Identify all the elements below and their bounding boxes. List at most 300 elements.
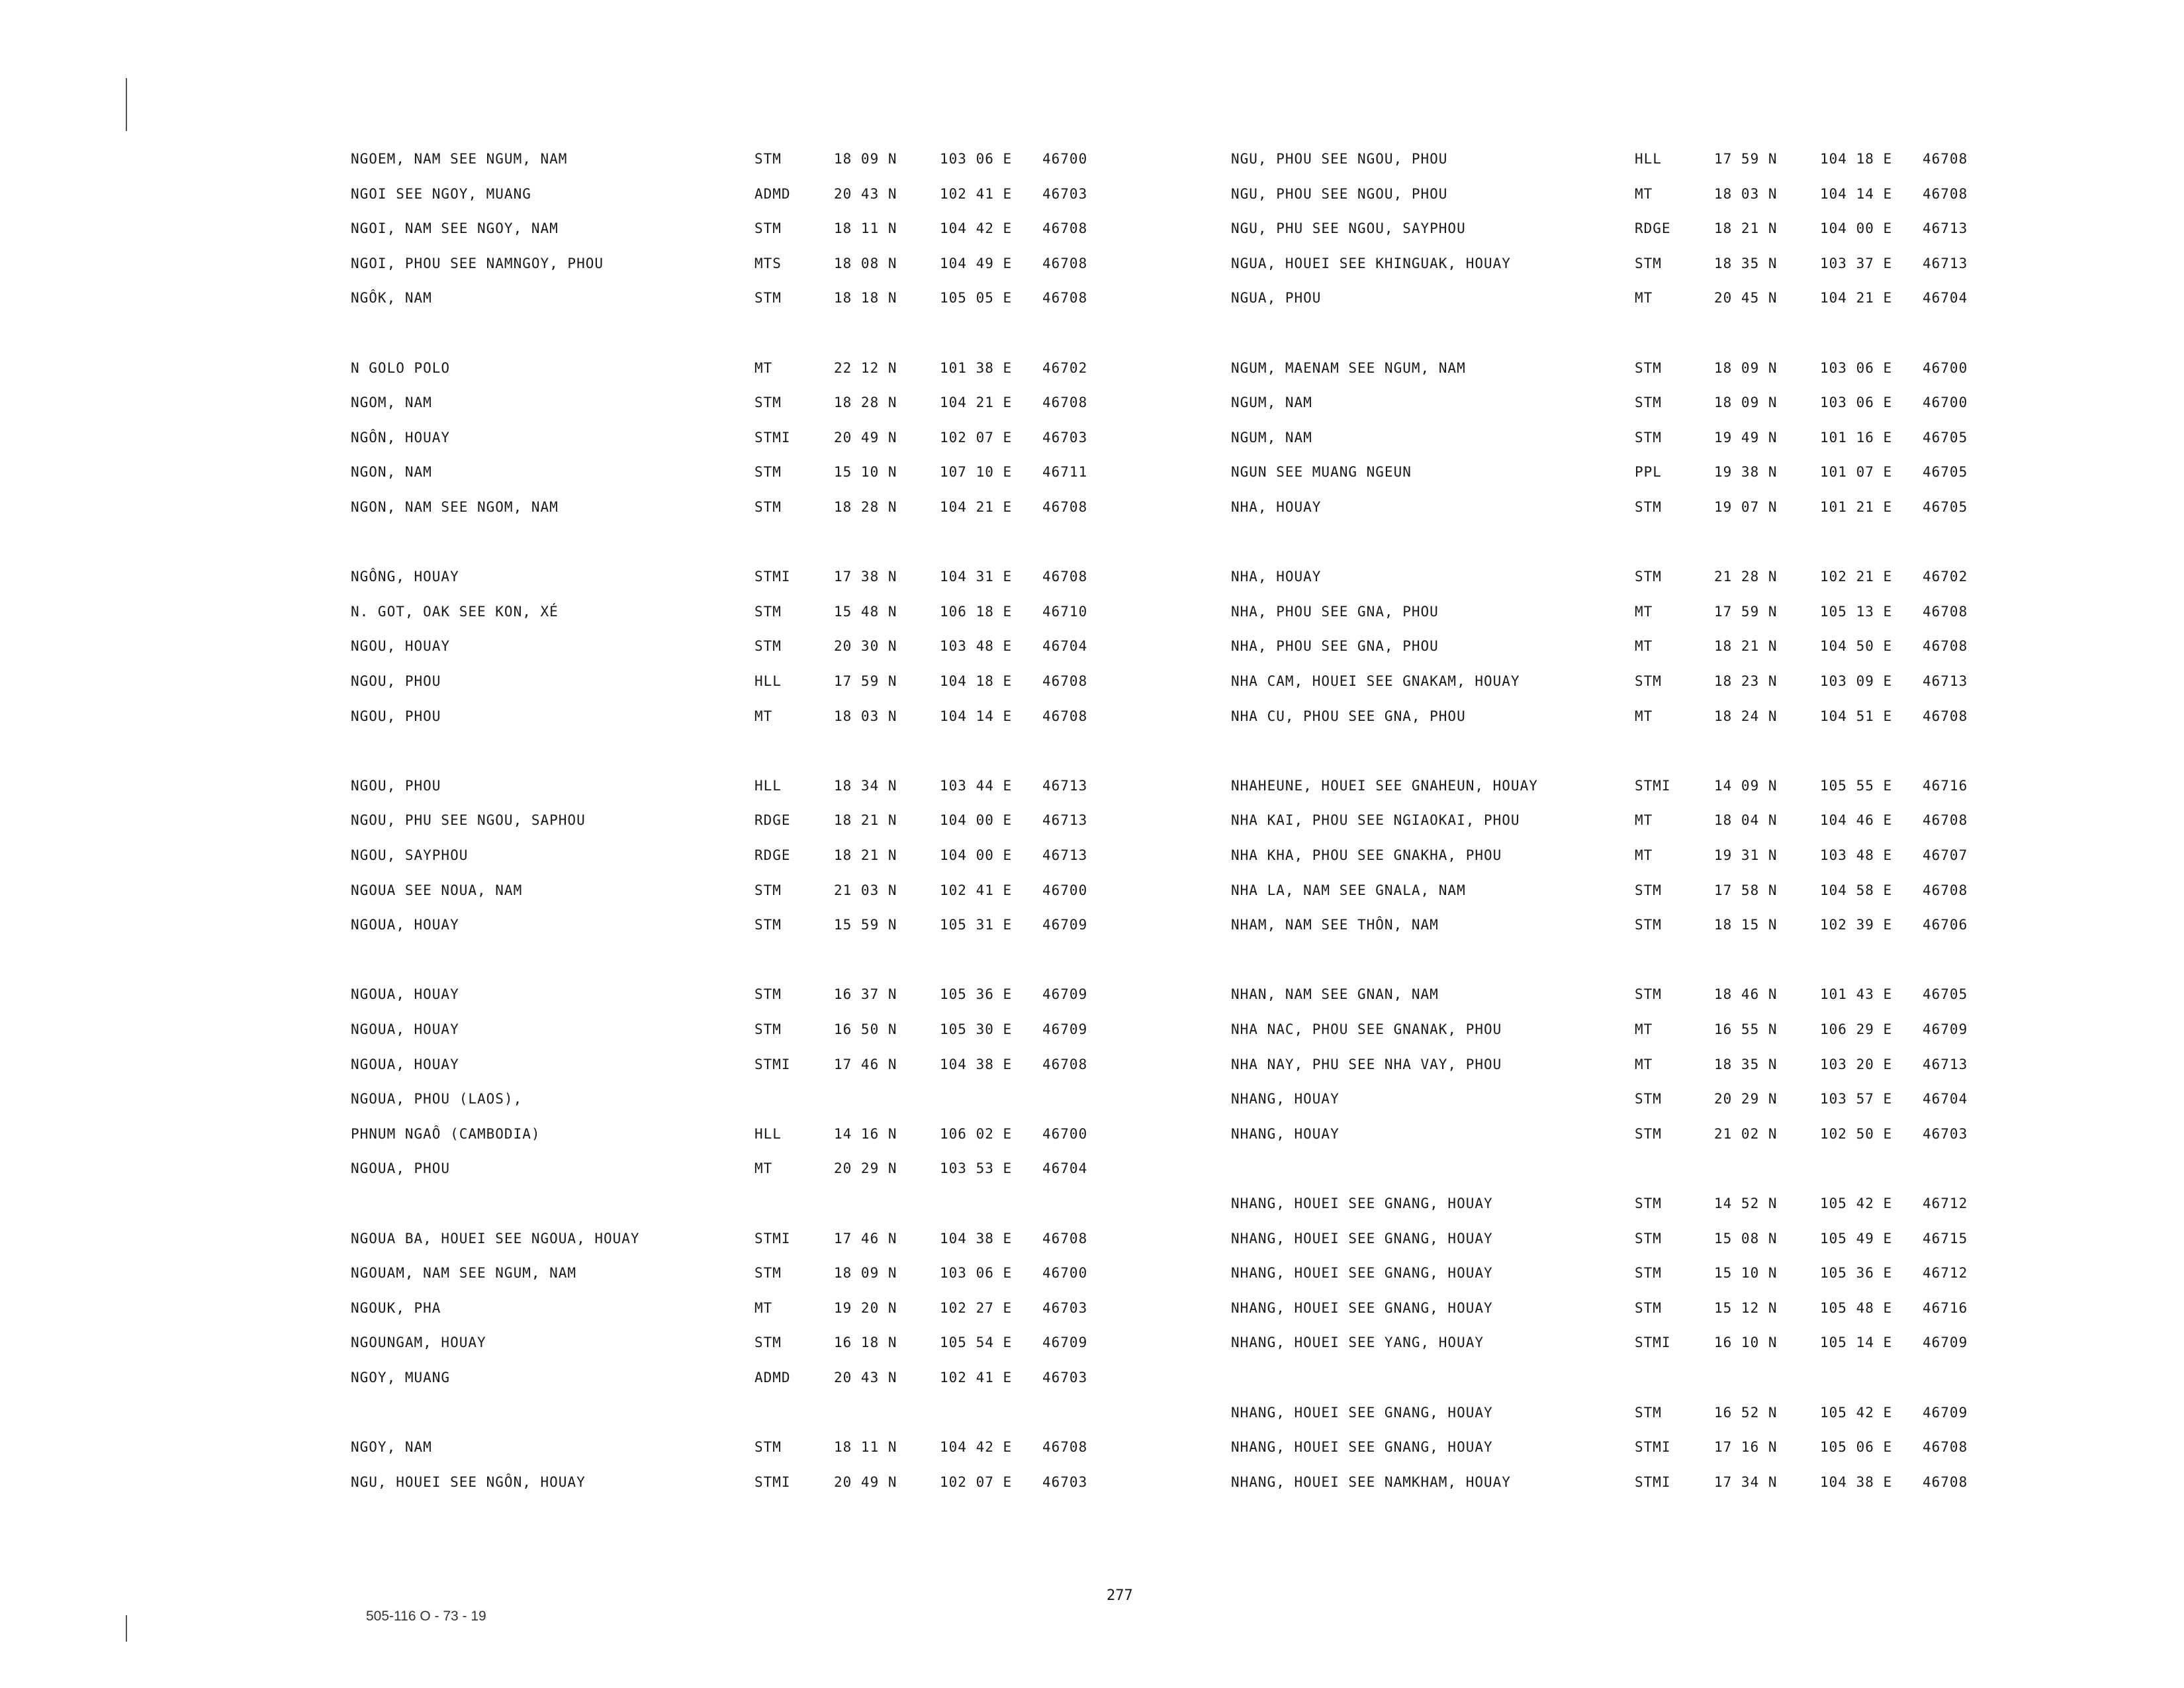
entry-name: NGOU, PHOU — [351, 708, 441, 724]
entry-longitude: 104 46 E — [1820, 812, 1893, 829]
entry-name: NHANG, HOUEI SEE GNANG, HOUAY — [1231, 1439, 1493, 1456]
entry-name: NHA KHA, PHOU SEE GNAKHA, PHOU — [1231, 847, 1502, 863]
entry-designation: STM — [1635, 395, 1662, 411]
entry-sheet-number: 46716 — [1923, 1299, 1968, 1316]
entry-sheet-number: 46715 — [1923, 1230, 1968, 1246]
entry-longitude: 104 00 E — [940, 812, 1013, 829]
entry-name: NHA, HOUAY — [1231, 569, 1322, 585]
entry-longitude: 104 50 E — [1820, 638, 1893, 655]
entry-longitude: 102 07 E — [940, 1474, 1013, 1490]
entry-latitude: 16 55 N — [1714, 1021, 1778, 1037]
entry-sheet-number: 46708 — [1042, 569, 1088, 585]
entry-sheet-number: 46709 — [1042, 917, 1088, 933]
entry-longitude: 102 41 E — [940, 882, 1013, 898]
entry-name: NHA LA, NAM SEE GNALA, NAM — [1231, 882, 1466, 898]
entry-latitude: 21 02 N — [1714, 1125, 1778, 1142]
entry-longitude: 104 21 E — [940, 499, 1013, 515]
entry-name: NHANG, HOUEI SEE NAMKHAM, HOUAY — [1231, 1474, 1511, 1490]
entry-designation: STM — [1635, 1196, 1662, 1211]
entry-latitude: 18 28 N — [834, 395, 897, 411]
entry-longitude: 105 31 E — [940, 917, 1013, 933]
entry-sheet-number: 46703 — [1042, 1370, 1088, 1385]
entry-name: NHA KAI, PHOU SEE NGIAOKAI, PHOU — [1231, 812, 1520, 829]
entry-latitude: 19 49 N — [1714, 429, 1778, 445]
entry-latitude: 18 34 N — [834, 777, 897, 794]
binding-margin-line — [126, 78, 127, 131]
entry-longitude: 102 50 E — [1820, 1125, 1893, 1142]
entry-name: NHANG, HOUAY — [1231, 1091, 1340, 1107]
entry-name: NGOUA BA, HOUEI SEE NGOUA, HOUAY — [351, 1230, 640, 1246]
entry-latitude: 16 18 N — [834, 1335, 897, 1351]
entry-name: NGOY, MUANG — [351, 1370, 451, 1385]
entry-latitude: 17 38 N — [834, 569, 897, 585]
entry-sheet-number: 46708 — [1042, 499, 1088, 515]
entry-name: NGU, PHOU SEE NGOU, PHOU — [1231, 185, 1448, 202]
entry-longitude: 103 37 E — [1820, 255, 1893, 271]
entry-latitude: 18 11 N — [834, 220, 897, 237]
entry-sheet-number: 46713 — [1042, 777, 1088, 794]
entry-latitude: 18 21 N — [1714, 220, 1778, 237]
entry-name: NGOU, SAYPHOU — [351, 847, 469, 863]
entry-latitude: 20 49 N — [834, 1474, 897, 1490]
entry-sheet-number: 46705 — [1923, 986, 1968, 1003]
entry-latitude: 16 50 N — [834, 1021, 897, 1037]
entry-sheet-number: 46708 — [1042, 255, 1088, 271]
entry-sheet-number: 46709 — [1923, 1404, 1968, 1421]
entry-designation: RDGE — [754, 812, 791, 829]
entry-designation: ADMD — [754, 1370, 791, 1385]
entry-longitude: 104 18 E — [940, 673, 1013, 689]
entry-designation: STM — [754, 1021, 782, 1037]
page-number: 277 — [1107, 1587, 1133, 1604]
entry-longitude: 103 09 E — [1820, 673, 1893, 689]
entry-designation: STM — [754, 638, 782, 655]
entry-longitude: 105 05 E — [940, 290, 1013, 306]
entry-sheet-number: 46700 — [1923, 395, 1968, 411]
entry-longitude: 105 49 E — [1820, 1230, 1893, 1246]
entry-name: NGUM, NAM — [1231, 395, 1312, 411]
entry-designation: HLL — [1635, 151, 1662, 167]
entry-sheet-number: 46707 — [1923, 847, 1968, 863]
entry-longitude: 105 54 E — [940, 1335, 1013, 1351]
entry-designation: MT — [754, 1160, 773, 1177]
entry-latitude: 17 46 N — [834, 1056, 897, 1072]
entry-sheet-number: 46700 — [1042, 882, 1088, 898]
entry-latitude: 18 09 N — [834, 151, 897, 167]
entry-longitude: 101 07 E — [1820, 464, 1893, 481]
entry-name: NGOUA, PHOU (LAOS), — [351, 1091, 523, 1107]
entry-designation: STM — [1635, 917, 1662, 933]
entry-designation: STM — [1635, 1230, 1662, 1246]
entry-latitude: 18 35 N — [1714, 1056, 1778, 1072]
entry-designation: STM — [1635, 429, 1662, 445]
entry-designation: STMI — [754, 1056, 791, 1072]
entry-sheet-number: 46700 — [1042, 1265, 1088, 1282]
entry-latitude: 19 38 N — [1714, 464, 1778, 481]
entry-designation: STM — [1635, 1404, 1662, 1421]
entry-latitude: 18 09 N — [1714, 359, 1778, 376]
entry-sheet-number: 46700 — [1042, 1125, 1088, 1142]
entry-name: NHANG, HOUEI SEE YANG, HOUAY — [1231, 1335, 1484, 1351]
entry-name: NGOUNGAM, HOUAY — [351, 1335, 486, 1351]
entry-sheet-number: 46708 — [1923, 185, 1968, 202]
entry-designation: ADMD — [754, 185, 791, 202]
entry-designation: MT — [754, 708, 773, 724]
entry-sheet-number: 46700 — [1923, 359, 1968, 376]
entry-latitude: 17 59 N — [1714, 603, 1778, 620]
entry-name: NGUM, NAM — [1231, 429, 1312, 445]
entry-sheet-number: 46705 — [1923, 464, 1968, 481]
entry-designation: STMI — [754, 1230, 791, 1246]
entry-designation: MT — [1635, 1056, 1653, 1072]
entry-designation: STM — [754, 1265, 782, 1282]
entry-longitude: 104 18 E — [1820, 151, 1893, 167]
entry-name: NGOEM, NAM SEE NGUM, NAM — [351, 151, 568, 167]
entry-sheet-number: 46713 — [1042, 847, 1088, 863]
entry-latitude: 18 09 N — [1714, 395, 1778, 411]
entry-latitude: 18 21 N — [1714, 638, 1778, 655]
entry-name: NGOUA SEE NOUA, NAM — [351, 882, 523, 898]
entry-latitude: 18 46 N — [1714, 986, 1778, 1003]
entry-name: NGOY, NAM — [351, 1439, 432, 1456]
entry-designation: STM — [1635, 359, 1662, 376]
entry-name: NGOU, PHOU — [351, 777, 441, 794]
entry-designation: MT — [1635, 1021, 1653, 1037]
entry-sheet-number: 46708 — [1923, 1474, 1968, 1490]
entry-longitude: 106 02 E — [940, 1125, 1013, 1142]
entry-longitude: 104 38 E — [940, 1230, 1013, 1246]
entry-sheet-number: 46716 — [1923, 777, 1968, 794]
entry-latitude: 15 12 N — [1714, 1299, 1778, 1316]
entry-longitude: 101 21 E — [1820, 499, 1893, 515]
entry-name: NGOUA, HOUAY — [351, 1056, 459, 1072]
entry-name: NGOUA, HOUAY — [351, 1021, 459, 1037]
entry-latitude: 18 24 N — [1714, 708, 1778, 724]
entry-longitude: 104 00 E — [1820, 220, 1893, 237]
entry-designation: STMI — [754, 429, 791, 445]
entry-designation: STM — [754, 395, 782, 411]
entry-name: NGÔNG, HOUAY — [351, 569, 459, 585]
entry-designation: STM — [1635, 1091, 1662, 1107]
entry-longitude: 103 06 E — [940, 151, 1013, 167]
entry-sheet-number: 46704 — [1923, 290, 1968, 306]
entry-sheet-number: 46712 — [1923, 1265, 1968, 1282]
entry-sheet-number: 46705 — [1923, 499, 1968, 515]
entry-designation: STM — [1635, 1125, 1662, 1142]
entry-latitude: 15 10 N — [1714, 1265, 1778, 1282]
entry-name: NGÔN, HOUAY — [351, 429, 451, 445]
entry-name: NGU, PHOU SEE NGOU, PHOU — [1231, 151, 1448, 167]
entry-sheet-number: 46708 — [1923, 638, 1968, 655]
entry-longitude: 105 36 E — [1820, 1265, 1893, 1282]
entry-latitude: 20 43 N — [834, 185, 897, 202]
entry-longitude: 102 21 E — [1820, 569, 1893, 585]
entry-name: NHA NAC, PHOU SEE GNANAK, PHOU — [1231, 1021, 1502, 1037]
entry-longitude: 104 14 E — [940, 708, 1013, 724]
entry-longitude: 102 41 E — [940, 185, 1013, 202]
entry-designation: STMI — [1635, 1474, 1671, 1490]
entry-designation: MT — [1635, 847, 1653, 863]
entry-sheet-number: 46709 — [1923, 1335, 1968, 1351]
entry-designation: MT — [1635, 603, 1653, 620]
entry-latitude: 20 45 N — [1714, 290, 1778, 306]
entry-sheet-number: 46703 — [1042, 185, 1088, 202]
entry-sheet-number: 46708 — [1042, 395, 1088, 411]
entry-sheet-number: 46713 — [1923, 220, 1968, 237]
entry-sheet-number: 46703 — [1042, 1299, 1088, 1316]
entry-designation: STM — [1635, 882, 1662, 898]
entry-longitude: 104 31 E — [940, 569, 1013, 585]
entry-name: NGOM, NAM — [351, 395, 432, 411]
entry-longitude: 107 10 E — [940, 464, 1013, 481]
entry-sheet-number: 46702 — [1042, 359, 1088, 376]
entry-sheet-number: 46708 — [1042, 290, 1088, 306]
entry-designation: STMI — [1635, 1335, 1671, 1351]
entry-designation: MT — [754, 1299, 773, 1316]
entry-designation: MT — [1635, 185, 1653, 202]
entry-longitude: 105 55 E — [1820, 777, 1893, 794]
entry-name: NGUA, HOUEI SEE KHINGUAK, HOUAY — [1231, 255, 1511, 271]
entry-sheet-number: 46708 — [1923, 1439, 1968, 1456]
entry-longitude: 101 43 E — [1820, 986, 1893, 1003]
entry-name: NHA NAY, PHU SEE NHA VAY, PHOU — [1231, 1056, 1502, 1072]
entry-latitude: 17 34 N — [1714, 1474, 1778, 1490]
entry-designation: STMI — [754, 1474, 791, 1490]
entry-name: NGON, NAM SEE NGOM, NAM — [351, 499, 559, 515]
entry-latitude: 20 29 N — [1714, 1091, 1778, 1107]
entry-latitude: 18 21 N — [834, 812, 897, 829]
entry-longitude: 104 58 E — [1820, 882, 1893, 898]
entry-longitude: 102 27 E — [940, 1299, 1013, 1316]
entry-sheet-number: 46713 — [1923, 673, 1968, 689]
entry-name: NGU, HOUEI SEE NGÔN, HOUAY — [351, 1474, 586, 1490]
entry-name: NHA, PHOU SEE GNA, PHOU — [1231, 603, 1439, 620]
entry-longitude: 103 06 E — [1820, 359, 1893, 376]
entry-designation: RDGE — [754, 847, 791, 863]
entry-longitude: 103 48 E — [940, 638, 1013, 655]
entry-designation: RDGE — [1635, 220, 1671, 237]
entry-longitude: 103 57 E — [1820, 1091, 1893, 1107]
entry-name: NHA, HOUAY — [1231, 499, 1322, 515]
entry-designation: HLL — [754, 777, 782, 794]
entry-latitude: 17 59 N — [1714, 151, 1778, 167]
entry-sheet-number: 46713 — [1923, 1056, 1968, 1072]
entry-designation: STM — [754, 290, 782, 306]
entry-designation: MT — [1635, 638, 1653, 655]
entry-sheet-number: 46703 — [1042, 429, 1088, 445]
entry-designation: STM — [1635, 986, 1662, 1003]
entry-designation: MT — [754, 359, 773, 376]
entry-latitude: 18 21 N — [834, 847, 897, 863]
entry-name: NHANG, HOUEI SEE GNANG, HOUAY — [1231, 1196, 1493, 1211]
entry-sheet-number: 46704 — [1042, 638, 1088, 655]
entry-sheet-number: 46712 — [1923, 1196, 1968, 1211]
entry-sheet-number: 46709 — [1923, 1021, 1968, 1037]
entry-name: NGUN SEE MUANG NGEUN — [1231, 464, 1412, 481]
entry-latitude: 14 09 N — [1714, 777, 1778, 794]
entry-sheet-number: 46705 — [1923, 429, 1968, 445]
entry-longitude: 105 42 E — [1820, 1404, 1893, 1421]
entry-designation: STM — [754, 603, 782, 620]
entry-latitude: 17 46 N — [834, 1230, 897, 1246]
entry-latitude: 18 11 N — [834, 1439, 897, 1456]
entry-designation: STM — [1635, 569, 1662, 585]
entry-latitude: 14 52 N — [1714, 1196, 1778, 1211]
entry-sheet-number: 46710 — [1042, 603, 1088, 620]
entry-name: NHAM, NAM SEE THÔN, NAM — [1231, 917, 1439, 933]
entry-name: NHA CU, PHOU SEE GNA, PHOU — [1231, 708, 1466, 724]
entry-latitude: 18 04 N — [1714, 812, 1778, 829]
entry-sheet-number: 46708 — [1923, 812, 1968, 829]
entry-designation: STM — [754, 1335, 782, 1351]
entry-name: NHANG, HOUAY — [1231, 1125, 1340, 1142]
entry-sheet-number: 46709 — [1042, 986, 1088, 1003]
entry-name: NHAN, NAM SEE GNAN, NAM — [1231, 986, 1439, 1003]
entry-designation: STM — [754, 917, 782, 933]
entry-name: NHA CAM, HOUEI SEE GNAKAM, HOUAY — [1231, 673, 1520, 689]
entry-designation: MT — [1635, 812, 1653, 829]
entry-sheet-number: 46708 — [1042, 708, 1088, 724]
entry-name: N GOLO POLO — [351, 359, 451, 376]
entry-latitude: 19 20 N — [834, 1299, 897, 1316]
entry-sheet-number: 46706 — [1923, 917, 1968, 933]
entry-designation: STM — [754, 151, 782, 167]
entry-latitude: 22 12 N — [834, 359, 897, 376]
entry-name: NGOI SEE NGOY, MUANG — [351, 185, 531, 202]
entry-longitude: 106 18 E — [940, 603, 1013, 620]
entry-latitude: 17 59 N — [834, 673, 897, 689]
entry-latitude: 14 16 N — [834, 1125, 897, 1142]
entry-longitude: 103 48 E — [1820, 847, 1893, 863]
entry-longitude: 103 20 E — [1820, 1056, 1893, 1072]
entry-sheet-number: 46704 — [1923, 1091, 1968, 1107]
entry-longitude: 103 44 E — [940, 777, 1013, 794]
entry-latitude: 15 48 N — [834, 603, 897, 620]
entry-sheet-number: 46704 — [1042, 1160, 1088, 1177]
entry-latitude: 19 07 N — [1714, 499, 1778, 515]
entry-designation: STM — [754, 220, 782, 237]
entry-name: NGU, PHU SEE NGOU, SAYPHOU — [1231, 220, 1466, 237]
entry-sheet-number: 46708 — [1923, 151, 1968, 167]
entry-designation: STM — [754, 499, 782, 515]
entry-longitude: 102 41 E — [940, 1370, 1013, 1385]
entry-latitude: 16 37 N — [834, 986, 897, 1003]
entry-name: NGOI, PHOU SEE NAMNGOY, PHOU — [351, 255, 604, 271]
entry-name: NHAHEUNE, HOUEI SEE GNAHEUN, HOUAY — [1231, 777, 1538, 794]
entry-name: NGOUA, PHOU — [351, 1160, 451, 1177]
entry-sheet-number: 46708 — [1923, 882, 1968, 898]
entry-name: NGON, NAM — [351, 464, 432, 481]
entry-designation: STM — [754, 882, 782, 898]
entry-name: NHANG, HOUEI SEE GNANG, HOUAY — [1231, 1265, 1493, 1282]
entry-latitude: 18 03 N — [1714, 185, 1778, 202]
entry-latitude: 18 15 N — [1714, 917, 1778, 933]
entry-latitude: 15 08 N — [1714, 1230, 1778, 1246]
entry-sheet-number: 46703 — [1042, 1474, 1088, 1490]
entry-longitude: 105 14 E — [1820, 1335, 1893, 1351]
entry-longitude: 106 29 E — [1820, 1021, 1893, 1037]
entry-longitude: 104 42 E — [940, 1439, 1013, 1456]
entry-designation: MTS — [754, 255, 782, 271]
entry-name: NGÔK, NAM — [351, 290, 432, 306]
entry-sheet-number: 46708 — [1042, 673, 1088, 689]
entry-name: NGOUA, HOUAY — [351, 986, 459, 1003]
entry-designation: MT — [1635, 708, 1653, 724]
entry-longitude: 104 49 E — [940, 255, 1013, 271]
entry-latitude: 16 52 N — [1714, 1404, 1778, 1421]
entry-name: NHANG, HOUEI SEE GNANG, HOUAY — [1231, 1404, 1493, 1421]
entry-sheet-number: 46702 — [1923, 569, 1968, 585]
entry-longitude: 104 38 E — [940, 1056, 1013, 1072]
entry-sheet-number: 46709 — [1042, 1021, 1088, 1037]
print-code: 505-116 O - 73 - 19 — [366, 1609, 486, 1624]
entry-sheet-number: 46708 — [1042, 1439, 1088, 1456]
entry-designation: STMI — [754, 569, 791, 585]
entry-longitude: 104 21 E — [940, 395, 1013, 411]
entry-latitude: 20 30 N — [834, 638, 897, 655]
entry-latitude: 18 23 N — [1714, 673, 1778, 689]
entry-longitude: 102 07 E — [940, 429, 1013, 445]
entry-name: NHA, PHOU SEE GNA, PHOU — [1231, 638, 1439, 655]
entry-name: NHANG, HOUEI SEE GNANG, HOUAY — [1231, 1230, 1493, 1246]
entry-sheet-number: 46708 — [1042, 1056, 1088, 1072]
entry-sheet-number: 46709 — [1042, 1335, 1088, 1351]
entry-sheet-number: 46700 — [1042, 151, 1088, 167]
entry-latitude: 17 16 N — [1714, 1439, 1778, 1456]
entry-designation: STM — [1635, 1299, 1662, 1316]
entry-longitude: 105 48 E — [1820, 1299, 1893, 1316]
entry-longitude: 104 42 E — [940, 220, 1013, 237]
entry-latitude: 18 35 N — [1714, 255, 1778, 271]
entry-designation: STM — [754, 986, 782, 1003]
entry-name: NGOU, PHU SEE NGOU, SAPHOU — [351, 812, 586, 829]
entry-name: NGOU, PHOU — [351, 673, 441, 689]
entry-latitude: 15 10 N — [834, 464, 897, 481]
entry-latitude: 21 28 N — [1714, 569, 1778, 585]
entry-designation: STM — [1635, 673, 1662, 689]
entry-name: NHANG, HOUEI SEE GNANG, HOUAY — [1231, 1299, 1493, 1316]
entry-name: NGUA, PHOU — [1231, 290, 1322, 306]
binding-margin-line-lower — [126, 1615, 127, 1642]
entry-sheet-number: 46708 — [1923, 708, 1968, 724]
entry-latitude: 18 03 N — [834, 708, 897, 724]
entry-designation: MT — [1635, 290, 1653, 306]
entry-name: PHNUM NGAÔ (CAMBODIA) — [351, 1125, 541, 1142]
entry-latitude: 17 58 N — [1714, 882, 1778, 898]
entry-latitude: 20 49 N — [834, 429, 897, 445]
entry-designation: PPL — [1635, 464, 1662, 481]
entry-longitude: 101 38 E — [940, 359, 1013, 376]
entry-longitude: 103 06 E — [940, 1265, 1013, 1282]
entry-longitude: 101 16 E — [1820, 429, 1893, 445]
entry-designation: HLL — [754, 1125, 782, 1142]
entry-latitude: 18 08 N — [834, 255, 897, 271]
entry-sheet-number: 46703 — [1923, 1125, 1968, 1142]
entry-longitude: 104 21 E — [1820, 290, 1893, 306]
entry-designation: HLL — [754, 673, 782, 689]
entry-longitude: 105 30 E — [940, 1021, 1013, 1037]
entry-longitude: 105 06 E — [1820, 1439, 1893, 1456]
entry-latitude: 20 43 N — [834, 1370, 897, 1385]
entry-longitude: 104 00 E — [940, 847, 1013, 863]
entry-longitude: 104 51 E — [1820, 708, 1893, 724]
entry-designation: STM — [1635, 1265, 1662, 1282]
entry-latitude: 15 59 N — [834, 917, 897, 933]
entry-longitude: 103 06 E — [1820, 395, 1893, 411]
entry-longitude: 105 36 E — [940, 986, 1013, 1003]
entry-designation: STMI — [1635, 1439, 1671, 1456]
entry-latitude: 18 18 N — [834, 290, 897, 306]
